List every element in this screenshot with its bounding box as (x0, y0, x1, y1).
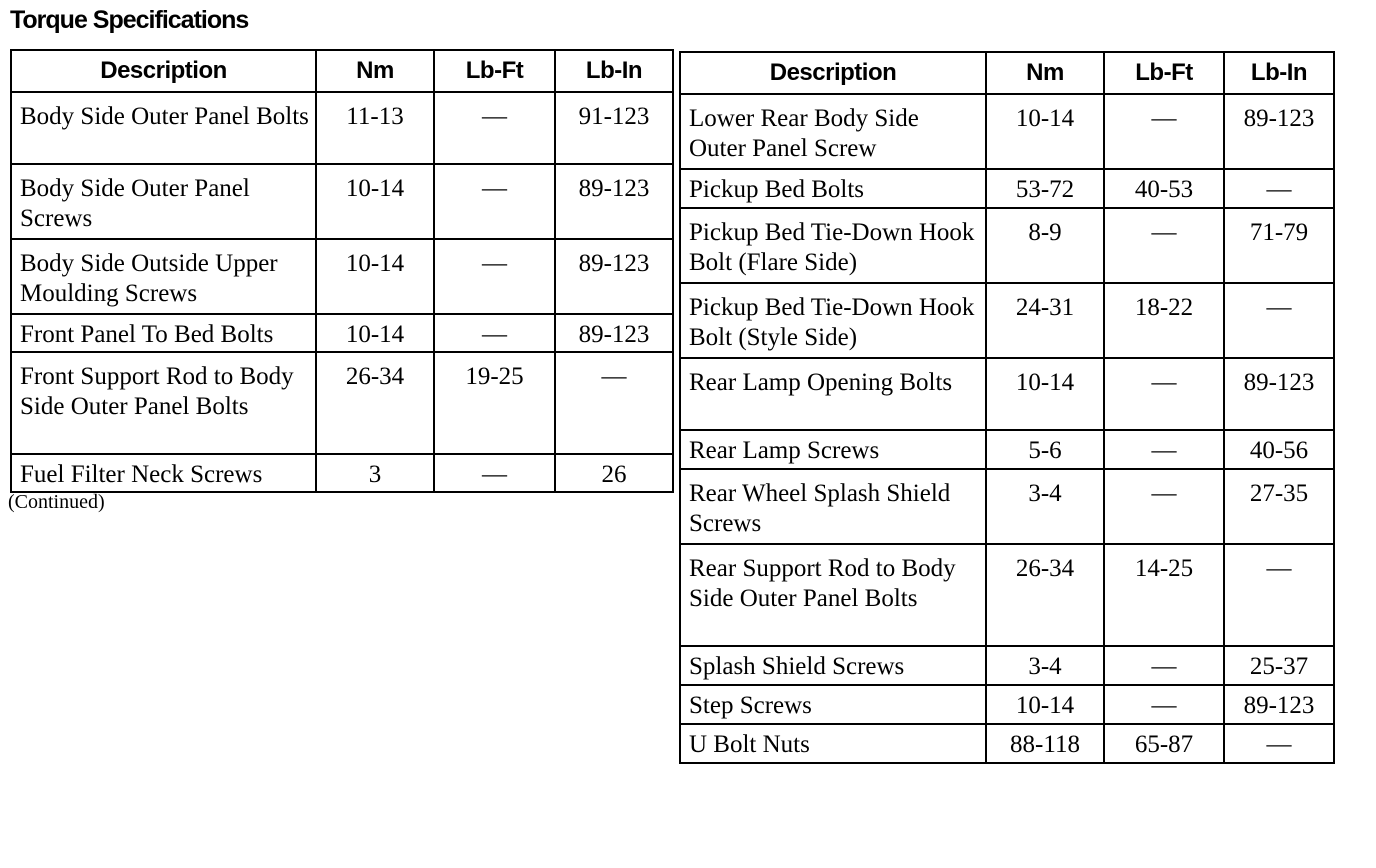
cell-description: Fuel Filter Neck Screws (11, 454, 316, 492)
cell-lbft: 40-53 (1104, 169, 1224, 208)
table-row (680, 430, 1334, 469)
header-description: Description (680, 52, 986, 94)
cell-description: Pickup Bed Tie-Down Hook Bolt (Style Side) (680, 283, 986, 358)
cell-lbin: 89-123 (555, 164, 673, 239)
cell-lbin: 71-79 (1224, 208, 1334, 283)
cell-lbft: — (1104, 646, 1224, 685)
cell-lbft: — (434, 454, 555, 492)
cell-nm: 3 (316, 454, 434, 492)
cell-lbft: — (1104, 208, 1224, 283)
cell-description: Rear Wheel Splash Shield Screws (680, 469, 986, 544)
cell-description: Pickup Bed Bolts (680, 169, 986, 208)
continued-note: (Continued) (8, 491, 105, 513)
cell-nm: 53-72 (986, 169, 1104, 208)
cell-description: Body Side Outside Upper Moulding Screws (11, 239, 316, 314)
cell-lbin: 89-123 (1224, 358, 1334, 430)
header-row (680, 52, 1334, 94)
header-lbin: Lb-In (1224, 52, 1334, 94)
cell-lbin: — (1224, 544, 1334, 646)
cell-description: Rear Lamp Screws (680, 430, 986, 469)
table-row (680, 544, 1334, 646)
cell-description: Rear Support Rod to Body Side Outer Panel Bolts (680, 544, 986, 646)
cell-lbin: 40-56 (1224, 430, 1334, 469)
cell-lbin: 89-123 (555, 314, 673, 352)
cell-lbft: 14-25 (1104, 544, 1224, 646)
table-row (11, 92, 673, 164)
cell-lbin: — (555, 352, 673, 454)
cell-lbft: 19-25 (434, 352, 555, 454)
cell-description: Front Panel To Bed Bolts (11, 314, 316, 352)
cell-lbin: 27-35 (1224, 469, 1334, 544)
cell-nm: 26-34 (986, 544, 1104, 646)
header-row (11, 50, 673, 92)
cell-description: Rear Lamp Opening Bolts (680, 358, 986, 430)
cell-lbft: 65-87 (1104, 724, 1224, 763)
table-row (680, 469, 1334, 544)
cell-lbft: — (1104, 430, 1224, 469)
cell-lbft: — (434, 314, 555, 352)
cell-lbft: — (1104, 94, 1224, 169)
cell-lbin: — (1224, 724, 1334, 763)
table-row (11, 239, 673, 314)
cell-lbft: — (434, 239, 555, 314)
cell-lbin: 26 (555, 454, 673, 492)
cell-nm: 5-6 (986, 430, 1104, 469)
table-row (680, 685, 1334, 724)
cell-nm: 3-4 (986, 469, 1104, 544)
header-lbft: Lb-Ft (1104, 52, 1224, 94)
table-row (680, 358, 1334, 430)
cell-lbft: — (1104, 685, 1224, 724)
cell-nm: 10-14 (986, 358, 1104, 430)
torque-table-right (679, 51, 1335, 764)
table-row (680, 646, 1334, 685)
header-description: Description (11, 50, 316, 92)
cell-nm: 10-14 (986, 94, 1104, 169)
cell-nm: 10-14 (316, 314, 434, 352)
cell-description: Body Side Outer Panel Bolts (11, 92, 316, 164)
cell-description: Step Screws (680, 685, 986, 724)
cell-lbin: 25-37 (1224, 646, 1334, 685)
cell-lbin: 89-123 (555, 239, 673, 314)
table-row (680, 94, 1334, 169)
table-row (11, 454, 673, 492)
table-row (680, 283, 1334, 358)
cell-nm: 24-31 (986, 283, 1104, 358)
page-title: Torque Specifications (10, 6, 249, 34)
cell-description: U Bolt Nuts (680, 724, 986, 763)
cell-nm: 10-14 (986, 685, 1104, 724)
cell-nm: 26-34 (316, 352, 434, 454)
cell-lbft: — (434, 92, 555, 164)
cell-description: Pickup Bed Tie-Down Hook Bolt (Flare Side) (680, 208, 986, 283)
cell-nm: 8-9 (986, 208, 1104, 283)
torque-table-left (10, 49, 674, 493)
cell-lbft: 18-22 (1104, 283, 1224, 358)
cell-lbin: 89-123 (1224, 94, 1334, 169)
cell-lbin: 89-123 (1224, 685, 1334, 724)
cell-lbft: — (1104, 469, 1224, 544)
table-row (680, 724, 1334, 763)
cell-lbin: 91-123 (555, 92, 673, 164)
header-lbft: Lb-Ft (434, 50, 555, 92)
cell-nm: 10-14 (316, 164, 434, 239)
header-nm: Nm (316, 50, 434, 92)
header-lbin: Lb-In (555, 50, 673, 92)
cell-description: Front Support Rod to Body Side Outer Panel Bolts (11, 352, 316, 454)
table-row (680, 208, 1334, 283)
cell-lbft: — (434, 164, 555, 239)
cell-lbin: — (1224, 169, 1334, 208)
header-nm: Nm (986, 52, 1104, 94)
table-row (11, 164, 673, 239)
cell-lbin: — (1224, 283, 1334, 358)
cell-nm: 88-118 (986, 724, 1104, 763)
cell-lbft: — (1104, 358, 1224, 430)
table-row (11, 352, 673, 454)
cell-description: Splash Shield Screws (680, 646, 986, 685)
cell-nm: 10-14 (316, 239, 434, 314)
cell-description: Lower Rear Body Side Outer Panel Screw (680, 94, 986, 169)
table-row (680, 169, 1334, 208)
cell-nm: 3-4 (986, 646, 1104, 685)
cell-nm: 11-13 (316, 92, 434, 164)
cell-description: Body Side Outer Panel Screws (11, 164, 316, 239)
table-row (11, 314, 673, 352)
